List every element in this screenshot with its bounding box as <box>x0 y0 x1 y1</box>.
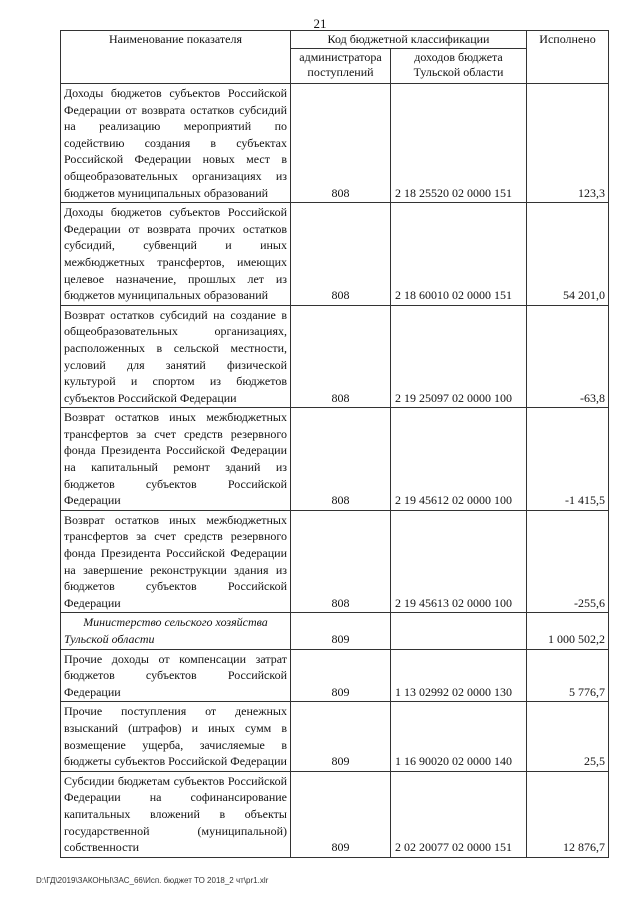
table-row <box>61 203 609 306</box>
row-income-code: 2 02 20077 02 0000 151 <box>391 771 527 857</box>
row-amount: 5 776,7 <box>527 649 609 702</box>
row-amount: 12 876,7 <box>527 771 609 857</box>
row-income-code: 2 18 60010 02 0000 151 <box>391 203 527 306</box>
table-row <box>61 408 609 511</box>
row-income-code: 1 16 90020 02 0000 140 <box>391 702 527 771</box>
header-admin: администратора поступлений <box>291 49 391 84</box>
row-name: Прочие поступления от денежных взысканий (штрафов) и иных сумм в возмещение ущерба, зачисляемые в бюджеты субъектов Российской Федерации <box>61 702 291 771</box>
row-amount: -1 415,5 <box>527 408 609 511</box>
row-income-code: 2 19 45613 02 0000 100 <box>391 510 527 613</box>
row-admin-code: 808 <box>291 305 391 408</box>
header-name: Наименование показателя <box>61 31 291 84</box>
row-amount: 25,5 <box>527 702 609 771</box>
row-income-code: 1 13 02992 02 0000 130 <box>391 649 527 702</box>
row-income-code <box>391 613 527 649</box>
row-income-code: 2 19 25097 02 0000 100 <box>391 305 527 408</box>
row-name: Возврат остатков иных межбюджетных трансфертов за счет средств резервного фонда Президента Российской Федерации на завершение реконструкции здания из бюджетов субъектов Российской Федерации <box>61 510 291 613</box>
row-name: Доходы бюджетов субъектов Российской Федерации от возврата остатков субсидий на реализацию мероприятий по содействию создания в субъектах Российской Федерации новых мест в общеобразовательных организациях из бюджетов муниципальных образований <box>61 84 291 203</box>
row-name: Доходы бюджетов субъектов Российской Федерации от возврата прочих остатков субсидий, субвенций и иных межбюджетных трансфертов, имеющих целевое назначение, прошлых лет из бюджетов муниципальных образований <box>61 203 291 306</box>
header-executed: Исполнено <box>527 31 609 84</box>
row-amount: -63,8 <box>527 305 609 408</box>
row-admin-code: 809 <box>291 702 391 771</box>
table-row <box>61 613 609 649</box>
row-admin-code: 808 <box>291 510 391 613</box>
table-row <box>61 84 609 203</box>
table-row <box>61 702 609 771</box>
row-amount: 54 201,0 <box>527 203 609 306</box>
row-admin-code: 808 <box>291 408 391 511</box>
row-income-code: 2 18 25520 02 0000 151 <box>391 84 527 203</box>
header-row-1 <box>61 31 609 49</box>
row-name: Возврат остатков иных межбюджетных трансфертов за счет средств резервного фонда Президента Российской Федерации на капитальный ремонт зданий из бюджетов субъектов Российской Федерации <box>61 408 291 511</box>
table-row <box>61 649 609 702</box>
row-admin-code: 808 <box>291 203 391 306</box>
row-admin-code: 809 <box>291 771 391 857</box>
table-row <box>61 771 609 857</box>
row-name: Возврат остатков субсидий на создание в общеобразовательных организациях, расположенных в сельской местности, условий для занятий физической культурой и спортом из бюджетов субъектов Российской Федерации <box>61 305 291 408</box>
row-admin-code: 809 <box>291 613 391 649</box>
footer-file-path: D:\ГД\2019\ЗАКОНЫ\ЗАС_66\Исп. бюджет ТО 2018_2 чт\pr1.xlr <box>36 876 269 885</box>
row-amount: 1 000 502,2 <box>527 613 609 649</box>
header-income: доходов бюджета Тульской области <box>391 49 527 84</box>
page-number: 21 <box>313 16 327 31</box>
row-name: Министерство сельского хозяйства Тульской области <box>61 613 291 649</box>
header-code: Код бюджетной классификации <box>291 31 527 49</box>
table-row <box>61 510 609 613</box>
row-name: Прочие доходы от компенсации затрат бюджетов субъектов Российской Федерации <box>61 649 291 702</box>
row-amount: -255,6 <box>527 510 609 613</box>
row-name: Субсидии бюджетам субъектов Российской Федерации на софинансирование капитальных вложений в объекты государственной (муниципальной) собственности <box>61 771 291 857</box>
table-row <box>61 305 609 408</box>
budget-table <box>60 30 609 858</box>
row-income-code: 2 19 45612 02 0000 100 <box>391 408 527 511</box>
row-admin-code: 809 <box>291 649 391 702</box>
row-amount: 123,3 <box>527 84 609 203</box>
row-admin-code: 808 <box>291 84 391 203</box>
